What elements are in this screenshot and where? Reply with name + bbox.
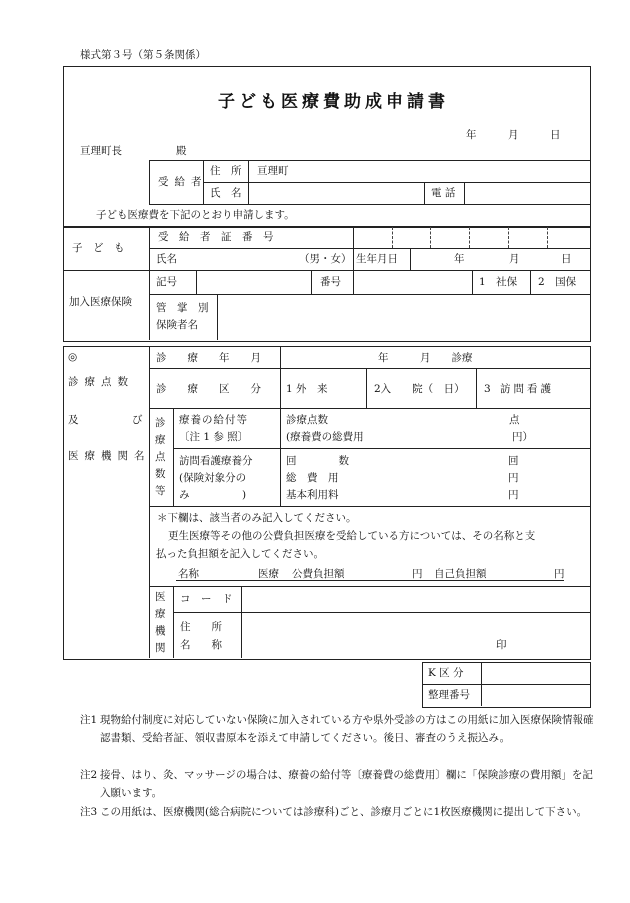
note-2-number: 注2 [80, 769, 98, 781]
points-vertical-3: 点 [155, 451, 166, 463]
circle-mark: ◎ [68, 351, 78, 363]
visit-label-1: 訪問看護療養分 [179, 455, 253, 467]
name-label: 氏 名 [210, 187, 242, 199]
visit-label-2: (保険対象分の [179, 472, 247, 484]
kigo-input[interactable] [200, 274, 306, 290]
inst-vertical-2: 療 [155, 608, 166, 620]
count-unit: 回 [508, 455, 519, 467]
notice-line-3: 払った負担額を記入してください。 [156, 548, 324, 560]
note-3 [80, 803, 600, 821]
insurance-label: 加入医療保険 [69, 296, 132, 308]
form-number: 様式第３号（第５条関係） [80, 49, 206, 61]
address-input[interactable] [300, 163, 580, 179]
basic-fee-label: 基本利用料 [286, 489, 339, 501]
applicant-label: 受給者 [158, 176, 208, 188]
address-label: 住 所 [210, 165, 242, 177]
date-month: 月 [508, 129, 519, 141]
code-label: コ ー ド [180, 593, 233, 605]
inst-vertical-1: 医 [155, 591, 166, 603]
child-label: 子 ど も [72, 242, 125, 254]
class-inpatient[interactable]: 2入 院（ 日） [374, 383, 465, 395]
points-vertical-4: 数 [155, 468, 166, 480]
inst-address-label: 住 所 [180, 621, 222, 633]
date-year: 年 [466, 129, 477, 141]
insurer-name-input[interactable] [222, 309, 582, 327]
and-label-a: 及 [68, 414, 79, 426]
treatment-class-label: 診 療 区 分 [156, 383, 261, 395]
total-cost-label: 総 費 用 [286, 472, 339, 484]
note-3-text: この用紙は、医療機関(総合病院については診療科)ごと、診療月ごとに1枚医療機関に提出して下さい。 [100, 806, 588, 818]
reference-number-label: 整理番号 [428, 689, 470, 701]
birth-day: 日 [561, 253, 572, 265]
page-title: 子ども医療費助成申請書 [218, 92, 449, 112]
bango-input[interactable] [358, 274, 468, 290]
points-vertical-2: 療 [155, 434, 166, 446]
basic-fee-unit: 円 [508, 489, 519, 501]
benefit-label-1: 療養の給付等 [179, 414, 248, 426]
date-day: 日 [550, 129, 561, 141]
note-3-number: 注3 [80, 806, 98, 818]
public-name-label: 名称 [178, 568, 199, 580]
public-iryo-label: 医療 [258, 568, 279, 580]
self-burden-unit: 円 [554, 568, 565, 580]
treatment-month-label: 診 療 年 月 [156, 352, 261, 364]
points-label: 診療点数 [286, 414, 328, 426]
public-burden-label: 公費負担額 [292, 568, 345, 580]
total-unit: 円） [512, 431, 533, 443]
points-left-label: 診療点数 [68, 376, 134, 388]
bango-label: 番号 [320, 276, 341, 288]
note-1-number: 注1 [80, 714, 98, 726]
note-1-text: 現物給付制度に対応していない保険に加入されている方や県外受診の方はこの用紙に加入医療保険情報確認書類、受給者証、領収書原本を添えて申請してください。後日、審査のうえ振込み。 [100, 714, 594, 744]
inst-name-input[interactable] [248, 637, 483, 653]
points-unit: 点 [509, 414, 520, 426]
public-burden-unit: 円 [412, 568, 423, 580]
points-vertical-1: 診 [155, 417, 166, 429]
visit-label-3: み ) [179, 489, 247, 501]
birth-year: 年 [454, 253, 465, 265]
total-cost-unit: 円 [508, 472, 519, 484]
notice-line-1: ＊下欄は、該当者のみ記入してください。 [157, 512, 357, 524]
cert-number-input[interactable] [358, 230, 586, 246]
and-label-b: び [132, 414, 143, 426]
kigo-label: 記号 [156, 276, 177, 288]
manager-label-1: 管 掌 別 [156, 302, 209, 314]
treatment-month-value: 年 月 診療 [378, 352, 473, 364]
inst-vertical-4: 関 [155, 642, 166, 654]
birthdate-label: 生年月日 [356, 253, 398, 265]
address-value: 亘理町 [257, 165, 289, 177]
cert-number-label: 受 給 者 証 番 号 [158, 231, 274, 243]
benefit-label-2: 〔注 1 参 照〕 [179, 431, 249, 443]
phone-input[interactable] [470, 185, 585, 201]
inst-address-input[interactable] [248, 618, 583, 634]
inst-name-label: 名 称 [180, 639, 222, 651]
addressee: 亘理町長 [80, 145, 122, 157]
birth-month: 月 [509, 253, 520, 265]
child-name-label: 氏名 [156, 253, 177, 265]
inst-vertical-3: 機 [155, 625, 166, 637]
child-name-input[interactable] [185, 251, 295, 267]
insurance-option-kokuho[interactable]: 2 国保 [538, 276, 577, 288]
total-label: (療養費の総費用 [286, 431, 364, 443]
request-text: 子ども医療費を下記のとおり申請します。 [96, 209, 295, 221]
class-outpatient[interactable]: 1 外 来 [286, 383, 328, 395]
note-1 [80, 711, 600, 747]
institution-left-label: 医療機関名 [68, 450, 151, 462]
manager-label-2: 保険者名 [156, 319, 198, 331]
code-input[interactable] [248, 591, 583, 607]
gender-label: （男・女） [299, 253, 352, 265]
self-burden-label: 自己負担額 [434, 568, 487, 580]
k-class-label: K 区 分 [428, 667, 464, 679]
insurance-option-shaho[interactable]: 1 社保 [479, 276, 518, 288]
note-2 [80, 766, 600, 802]
honorific: 殿 [176, 145, 187, 157]
class-home-nursing[interactable]: 3 訪問看護 [484, 383, 555, 395]
seal-mark: 印 [496, 639, 507, 651]
phone-label: 電 話 [431, 187, 456, 199]
notice-line-2: 更生医療等その他の公費負担医療を受給している方については、その名称と支 [168, 530, 536, 542]
points-vertical-5: 等 [155, 485, 166, 497]
note-2-text: 接骨、はり、灸、マッサージの場合は、療養の給付等〔療養費の総費用〕欄に「保険診療の費用額」を記入願います。 [100, 769, 593, 799]
count-label: 回 数 [286, 455, 349, 467]
applicant-name-input[interactable] [254, 185, 419, 201]
